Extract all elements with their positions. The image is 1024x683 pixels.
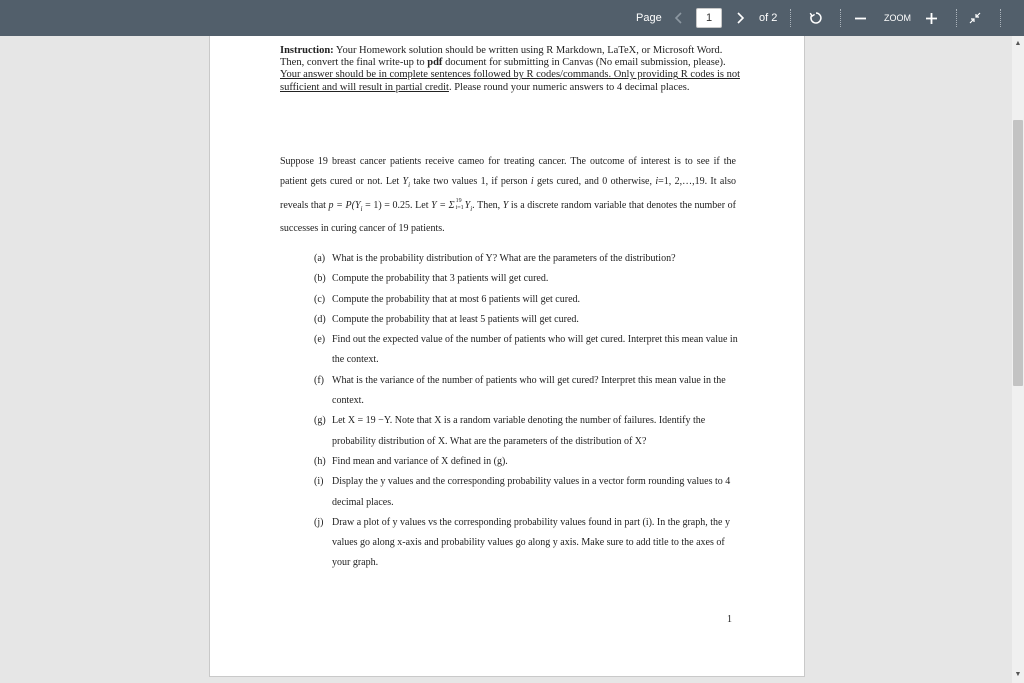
question-text: What is the variance of the number of patients who will get cured? Interpret this mean value in the context. bbox=[332, 374, 726, 407]
question-label: (j) bbox=[314, 516, 324, 528]
toolbar-divider bbox=[1000, 9, 1001, 27]
question-label: (d) bbox=[314, 313, 326, 325]
question-label: (h) bbox=[314, 455, 326, 467]
chevron-right-icon bbox=[736, 12, 744, 24]
var-i: i bbox=[655, 176, 659, 188]
instruction-text bbox=[280, 45, 740, 94]
instruction-part: . Please round your numeric answers to 4 decimal places. bbox=[448, 81, 690, 93]
question-list bbox=[314, 249, 740, 574]
question-text: Compute the probability that 3 patients will get cured. bbox=[332, 273, 549, 285]
zoom-label: ZOOM bbox=[884, 13, 911, 23]
para-text: take two values 1, if person bbox=[410, 176, 531, 188]
scrollbar-thumb[interactable] bbox=[1013, 120, 1023, 386]
var-y: Y bbox=[464, 199, 471, 211]
question-item bbox=[314, 452, 740, 472]
rotate-button[interactable] bbox=[806, 0, 826, 36]
document-viewer[interactable] bbox=[0, 36, 1012, 683]
question-label: (c) bbox=[314, 293, 326, 305]
para-text: =1, 2,…,19. It also reveals that bbox=[280, 176, 736, 211]
page-footer-number: 1 bbox=[727, 614, 732, 625]
question-text: Compute the probability that at least 5 patients will get cured. bbox=[332, 313, 579, 325]
var-i: i bbox=[530, 176, 534, 188]
para-text: gets cured, and 0 otherwise, bbox=[533, 176, 656, 188]
pdf-page bbox=[209, 36, 805, 677]
toolbar-divider bbox=[790, 9, 791, 27]
problem-paragraph: Suppose 19 breast cancer patients receive cameo for treating cancer. The outcome of interest is to see if the patient gets cured or not. Let $Y_i$ take two values 1, if person i gets cured, and 0 otherwise, i=1, 2,…,19. It also reveals that $p = P(Y_i = 1) = 0.25$. Let Y = Σ19 $i=1Y_i$. Then, Y is a discrete random variable that denotes the number of successes in curing cancer of 19 patients. bbox=[280, 156, 737, 234]
para-text: . Then, bbox=[472, 199, 503, 211]
instruction-label: Instruction: bbox=[280, 45, 334, 56]
rotate-icon bbox=[809, 11, 823, 25]
question-text: Compute the probability that at most 6 patients will get cured. bbox=[332, 293, 581, 305]
para-text: Suppose 19 breast cancer patients receive cameo for treating cancer. The outcome of interest is to see if the patient gets cured or not. Let bbox=[280, 156, 736, 188]
page-number-input[interactable] bbox=[696, 8, 722, 28]
question-label: (g) bbox=[314, 415, 326, 427]
toolbar-divider bbox=[840, 9, 841, 27]
vertical-scrollbar[interactable] bbox=[1012, 36, 1024, 683]
var-y: Y bbox=[502, 199, 509, 211]
zoom-out-button[interactable] bbox=[853, 0, 867, 36]
fit-page-button[interactable] bbox=[967, 0, 983, 36]
zoom-in-button[interactable] bbox=[924, 0, 938, 36]
question-text: Display the y values and the corresponding probability values in a vector form rounding values to 4 decimal places. bbox=[332, 476, 731, 508]
question-item bbox=[314, 371, 740, 412]
question-item bbox=[314, 269, 740, 289]
toolbar-divider bbox=[956, 9, 957, 27]
scroll-down-arrow-icon[interactable]: ▼ bbox=[1014, 671, 1022, 678]
next-page-button[interactable] bbox=[732, 0, 748, 36]
scroll-up-arrow-icon[interactable]: ▲ bbox=[1014, 40, 1022, 47]
para-text: is a discrete random variable that denotes the number of successes in curing cancer of 19 patients. bbox=[280, 199, 737, 234]
question-item bbox=[314, 310, 740, 330]
question-item bbox=[314, 290, 740, 310]
prob-expression: p = P(Y bbox=[328, 199, 361, 211]
question-label: (e) bbox=[314, 334, 326, 346]
question-text: Let X = 19 −Y. Note that X is a random variable denoting the number of failures. Identify the probability distribution of X. What are the parameters of the distribution of X? bbox=[332, 415, 706, 447]
question-item bbox=[314, 330, 740, 371]
sum-expression: Y = Σ bbox=[431, 199, 455, 211]
question-item bbox=[314, 411, 740, 452]
question-text: Find out the expected value of the number of patients who will get cured. Interpret this mean value in the context. bbox=[332, 334, 738, 366]
question-label: (b) bbox=[314, 273, 326, 285]
question-text: What is the probability distribution of Y? What are the parameters of the distribution? bbox=[332, 253, 676, 264]
instruction-part: document for submitting in Canvas (No email submission, please). bbox=[442, 57, 726, 69]
page-label: Page bbox=[636, 12, 662, 24]
collapse-arrows-icon bbox=[969, 12, 981, 24]
previous-page-button[interactable] bbox=[671, 0, 687, 36]
page-count: of 2 bbox=[759, 12, 778, 24]
instruction-part: Your Homework solution should be written using R Markdown, LaTeX, or Microsoft Word. Then, convert the final write-up to bbox=[280, 45, 723, 69]
var-yi: $Y_i$ bbox=[402, 176, 411, 190]
question-label: (f) bbox=[314, 374, 324, 386]
question-item bbox=[314, 249, 740, 269]
question-text: Find mean and variance of X defined in (g). bbox=[332, 455, 508, 467]
question-label: (i) bbox=[314, 476, 324, 488]
sum-limits: 19 i=1 bbox=[455, 198, 464, 212]
instruction-underlined: Your answer should be in complete sentences followed by R codes/commands. Only providing R codes is not sufficient and will result in partial credit bbox=[280, 69, 740, 93]
question-item bbox=[314, 513, 740, 574]
question-label: (a) bbox=[314, 253, 326, 264]
pdf-emphasis: pdf bbox=[427, 57, 443, 69]
question-text: Draw a plot of y values vs the corresponding probability values found in part (i). In the graph, the y values go along x-axis and probability values go along y axis. Make sure to add title to the axes of your graph. bbox=[332, 516, 730, 569]
minus-icon bbox=[855, 13, 866, 24]
para-text: = 1) = 0.25. Let bbox=[362, 199, 432, 211]
chevron-left-icon bbox=[675, 12, 683, 24]
question-item bbox=[314, 472, 740, 513]
plus-icon bbox=[926, 13, 937, 24]
pdf-toolbar bbox=[0, 0, 1024, 36]
